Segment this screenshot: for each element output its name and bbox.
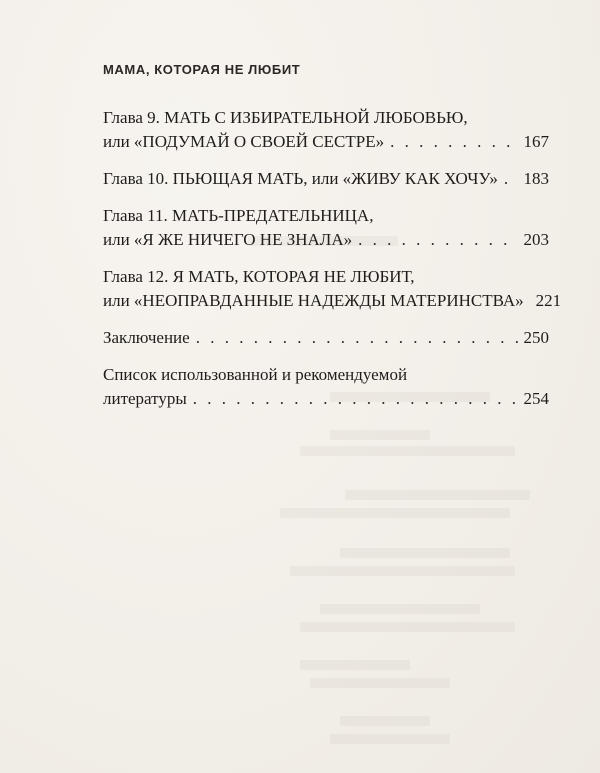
toc-entry-title-line: Глава 12. Я МАТЬ, КОТОРАЯ НЕ ЛЮБИТ, xyxy=(103,267,415,286)
dot-leader xyxy=(390,130,517,154)
toc-entry-title-line: Список использованной и рекомендуемой xyxy=(103,365,408,384)
dot-leader xyxy=(504,167,518,191)
page-number: 250 xyxy=(523,328,549,347)
toc-entry-title-line: Глава 11. МАТЬ-ПРЕДАТЕЛЬНИЦА, xyxy=(103,206,374,225)
dot-leader xyxy=(358,228,517,252)
dot-leader xyxy=(196,326,518,350)
toc-entry-title-line: Заключение xyxy=(103,328,190,347)
page-number: 183 xyxy=(523,169,549,188)
running-head: МАМА, КОТОРАЯ НЕ ЛЮБИТ xyxy=(103,62,301,77)
toc-entry-title-line: литературы xyxy=(103,389,187,408)
dot-leader xyxy=(193,387,518,411)
page-number: 221 xyxy=(535,291,562,310)
page-number: 167 xyxy=(523,132,549,151)
toc-entry-title-line: или «Я ЖЕ НИЧЕГО НЕ ЗНАЛА» xyxy=(103,230,353,249)
toc-entry-chapter-9 xyxy=(103,106,549,154)
page-number: 203 xyxy=(523,230,549,249)
table-of-contents xyxy=(103,106,562,424)
toc-entry-bibliography xyxy=(103,363,549,411)
toc-entry-conclusion xyxy=(103,326,549,350)
page-number: 254 xyxy=(523,389,549,408)
toc-entry-title-line: Глава 9. МАТЬ С ИЗБИРАТЕЛЬНОЙ ЛЮБОВЬЮ, xyxy=(103,108,468,127)
toc-entry-title-line: или «НЕОПРАВДАННЫЕ НАДЕЖДЫ МАТЕРИНСТВА» xyxy=(103,291,524,310)
toc-entry-title-line: Глава 10. ПЬЮЩАЯ МАТЬ, или «ЖИВУ КАК ХОЧУ» xyxy=(103,169,498,188)
toc-entry-chapter-12 xyxy=(103,265,562,313)
toc-entry-chapter-11 xyxy=(103,204,549,252)
toc-entry-title-line: или «ПОДУМАЙ О СВОЕЙ СЕСТРЕ» xyxy=(103,132,385,151)
toc-entry-chapter-10 xyxy=(103,167,549,191)
